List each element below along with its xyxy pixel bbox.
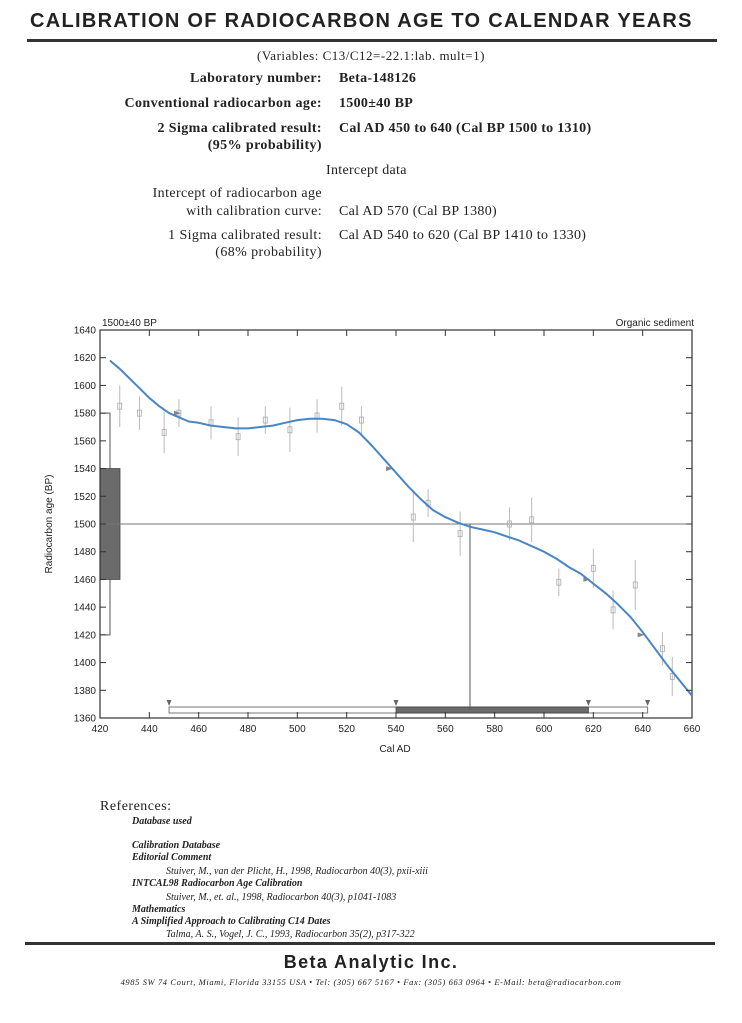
- ref-simplified-approach: A Simplified Approach to Calibrating C14 Dates: [132, 916, 331, 927]
- calibration-chart: [0, 300, 742, 770]
- y-tick-label: 1640: [73, 325, 96, 337]
- y-tick-label: 1460: [73, 574, 96, 586]
- company-name: Beta Analytic Inc.: [283, 952, 459, 972]
- company-address: 4985 SW 74 Court, Miami, Florida 33155 USA • Tel: (305) 667 5167 • Fax: (305) 663 0964 • E-Mail: beta@radiocarbon.com: [120, 977, 622, 987]
- y-tick-label: 1480: [73, 547, 96, 559]
- y-tick-label: 1620: [73, 353, 96, 365]
- ref-simplified-citation: Talma, A. S., Vogel, J. C., 1993, Radiocarbon 35(2), p317-322: [166, 929, 415, 940]
- x-tick-label: 580: [486, 724, 504, 735]
- ref-intcal98-citation: Stuiver, M., et. al., 1998, Radiocarbon 40(3), p1041-1083: [166, 892, 397, 903]
- ref-editorial-citation: Stuiver, M., van der Plicht, H., 1998, Radiocarbon 40(3), pxii-xiii: [166, 866, 428, 877]
- y-tick-label: 1500: [73, 519, 96, 531]
- y-tick-label: 1520: [73, 491, 96, 503]
- x-tick-label: 500: [288, 724, 306, 735]
- ref-mathematics: Mathematics: [132, 904, 186, 915]
- sigma1-probability: (68% probability): [215, 245, 322, 260]
- range-marker: [167, 700, 172, 706]
- x-tick-label: 440: [140, 724, 158, 735]
- y-tick-label: 1580: [73, 408, 96, 420]
- conventional-age-label: Conventional radiocarbon age:: [124, 96, 322, 111]
- x-tick-label: 540: [387, 724, 405, 735]
- range-marker: [394, 700, 399, 706]
- footer-divider: [25, 942, 715, 945]
- intercept-heading: Intercept data: [326, 163, 407, 178]
- ref-database-used: Database used: [132, 816, 192, 827]
- y-tick-label: 1380: [73, 685, 96, 697]
- page-title: CALIBRATION OF RADIOCARBON AGE TO CALENDAR YEARS: [30, 10, 693, 32]
- sigma2-probability: (95% probability): [207, 138, 322, 153]
- chart-title-left: 1500±40 BP: [102, 318, 157, 329]
- sigma1-label: 1 Sigma calibrated result:: [168, 228, 322, 243]
- x-tick-label: 520: [338, 724, 356, 735]
- lab-number-value: Beta-148126: [339, 71, 417, 86]
- title-divider: [27, 39, 717, 42]
- calibration-curve: [110, 361, 692, 696]
- intercept-value: Cal AD 570 (Cal BP 1380): [339, 204, 497, 219]
- sigma1-value: Cal AD 540 to 620 (Cal BP 1410 to 1330): [339, 228, 587, 243]
- lab-number-label: Laboratory number:: [189, 71, 322, 86]
- x-tick-label: 600: [535, 724, 553, 735]
- references-heading: References:: [100, 799, 172, 814]
- sigma2-value: Cal AD 450 to 640 (Cal BP 1500 to 1310): [339, 121, 592, 136]
- conventional-age-value: 1500±40 BP: [339, 96, 414, 111]
- range-marker: [586, 700, 591, 706]
- one-sigma-calendar-bar: [396, 707, 588, 713]
- y-tick-label: 1400: [73, 658, 96, 670]
- intercept-label-line1: Intercept of radiocarbon age: [152, 186, 322, 201]
- y-axis-label: Radiocarbon age (BP): [44, 474, 55, 574]
- ref-editorial-comment: Editorial Comment: [132, 852, 212, 863]
- chart-title-right: Organic sediment: [615, 318, 694, 329]
- y-tick-label: 1540: [73, 464, 96, 476]
- x-tick-label: 480: [239, 724, 257, 735]
- y-tick-label: 1440: [73, 602, 96, 614]
- x-tick-label: 460: [190, 724, 208, 735]
- x-axis-label: Cal AD: [379, 744, 411, 755]
- x-tick-label: 660: [683, 724, 701, 735]
- sigma2-label: 2 Sigma calibrated result:: [157, 121, 322, 136]
- intercept-label-line2: with calibration curve:: [186, 204, 322, 219]
- x-tick-label: 620: [584, 724, 602, 735]
- y-tick-label: 1560: [73, 436, 96, 448]
- x-tick-label: 560: [436, 724, 454, 735]
- ref-intcal98: INTCAL98 Radiocarbon Age Calibration: [132, 878, 303, 889]
- x-tick-label: 420: [91, 724, 109, 735]
- y-tick-label: 1600: [73, 380, 96, 392]
- range-marker: [645, 700, 650, 706]
- x-tick-label: 640: [634, 724, 652, 735]
- y-tick-label: 1420: [73, 630, 96, 642]
- y-tick-label: 1360: [73, 713, 96, 725]
- ref-calibration-database: Calibration Database: [132, 840, 221, 851]
- variables-line: (Variables: C13/C12=-22.1:lab. mult=1): [257, 48, 485, 63]
